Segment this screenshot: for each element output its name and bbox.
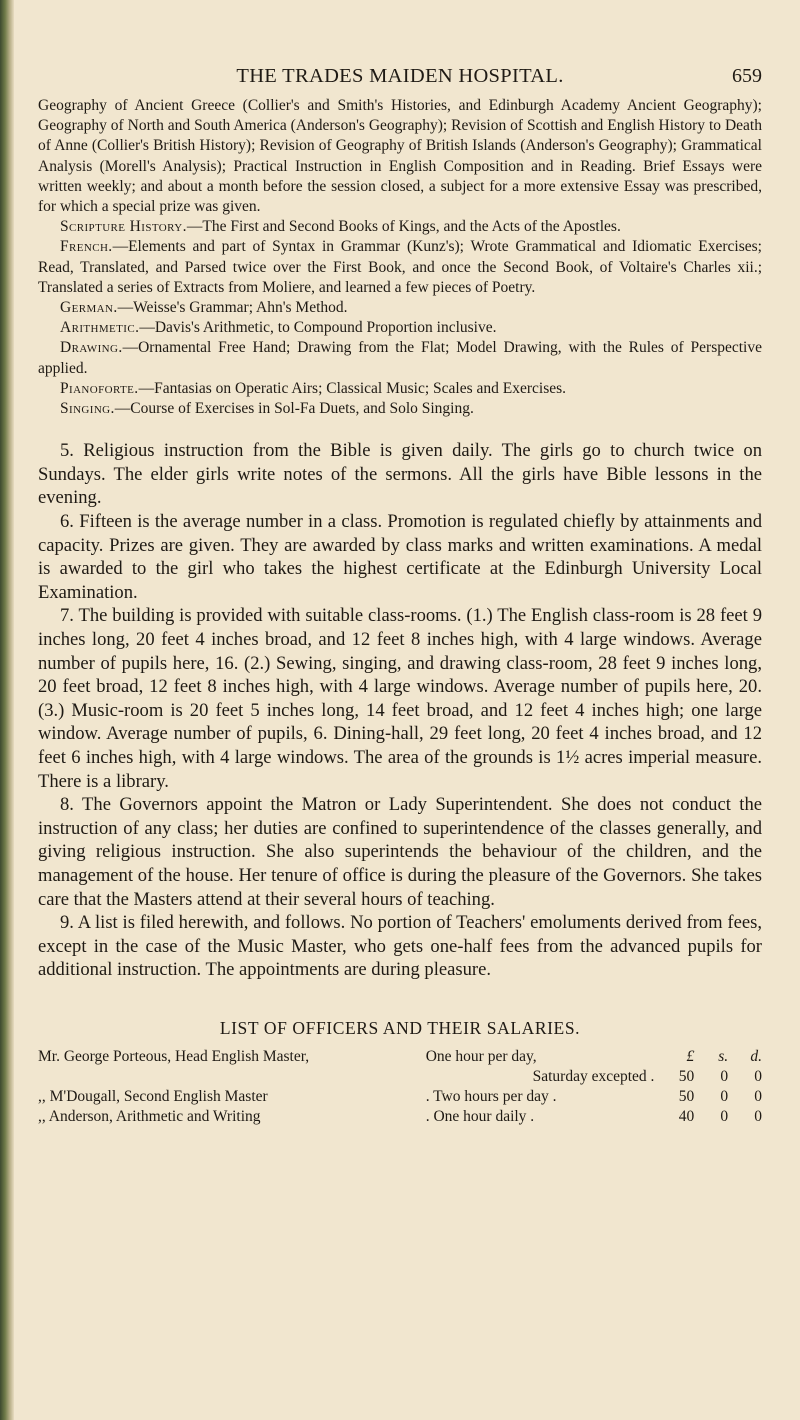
paragraph-text: Religious instruction from the Bible is given daily. The girls go to church twice on Sundays. The elder girls write notes of the sermons. All the girls have Bible lessons in the evening. xyxy=(38,440,762,509)
running-head: THE TRADES MAIDEN HOSPITAL. xyxy=(236,65,564,87)
officer-duty: . One hour daily . xyxy=(425,1107,535,1125)
curriculum-entry xyxy=(38,237,762,298)
table-row xyxy=(38,1107,762,1127)
curriculum-text: —Fantasias on Operatic Airs; Classical Music; Scales and Exercises. xyxy=(138,379,567,397)
curriculum-label: German. xyxy=(60,299,118,317)
page-number: 659 xyxy=(732,65,762,87)
table-row xyxy=(38,1047,762,1067)
currency-header-pounds: £ xyxy=(686,1047,695,1065)
curriculum-entry xyxy=(38,399,762,419)
officer-duty-continuation: Saturday excepted . xyxy=(532,1067,655,1085)
salaries-table xyxy=(38,1047,762,1127)
curriculum-label: Drawing. xyxy=(60,339,123,357)
curriculum-label: French. xyxy=(60,238,113,256)
salaries-title: LIST OF OFFICERS AND THEIR SALARIES. xyxy=(219,1017,581,1038)
curriculum-label: Singing. xyxy=(60,400,115,418)
salary-pounds: 50 xyxy=(678,1067,695,1085)
curriculum-entry xyxy=(38,96,762,217)
curriculum-label: Arithmetic. xyxy=(60,319,140,337)
numbered-paragraph xyxy=(38,439,762,510)
currency-header-shillings: s. xyxy=(718,1047,729,1065)
curriculum-entry xyxy=(38,298,762,318)
officer-name: ,, Anderson, Arithmetic and Writing xyxy=(38,1107,261,1125)
curriculum-label: Scripture History. xyxy=(60,218,187,236)
curriculum-text: —Davis's Arithmetic, to Compound Proportion inclusive. xyxy=(139,319,497,337)
officer-duty: One hour per day, xyxy=(425,1047,537,1065)
table-row xyxy=(38,1067,762,1087)
curriculum-entry xyxy=(38,318,762,338)
book-spine-edge xyxy=(0,0,14,1420)
curriculum-text: —Elements and part of Syntax in Grammar (Kunz's); Wrote Grammatical and Idiomatic Exercises; Read, Translated, and Parsed twice over the First Book, and once the Second Book, of Voltaire's Charles xii.; Translated a series of Extracts from Moliere, and learned a few pieces of Poetry. xyxy=(38,238,762,296)
curriculum-text: —The First and Second Books of Kings, and the Acts of the Apostles. xyxy=(186,218,621,236)
curriculum-text: —Weisse's Grammar; Ahn's Method. xyxy=(117,299,348,317)
curriculum-entry xyxy=(38,379,762,399)
paragraph-number: 7. xyxy=(60,605,74,627)
paragraph-number: 5. xyxy=(60,440,74,462)
paragraph-text: The Governors appoint the Matron or Lady Superintendent. She does not conduct the instruction of any class; her duties are confined to superintendence of the classes generally, and giving religious instruction. She also superintends the behaviour of the children, and the management of the house. Her tenure of office is during the pleasure of the Governors. She takes care that the Masters attend at their several hours of teaching. xyxy=(38,794,762,910)
curriculum-text: Geography of Ancient Greece (Collier's and Smith's Histories, and Edinburgh Academy Ancient Geography); Geography of North and South America (Anderson's Geography); Revision of Scottish and English History to Death of Anne (Collier's British History); Revision of Geography of British Islands (Anderson's Geography); Grammatical Analysis (Morell's Analysis); Practical Instruction in English Composition and in Reading. Brief Essays were written weekly; and about a month before the session closed, a subject for a more extensive Essay was prescribed, for which a special prize was given. xyxy=(38,97,762,216)
numbered-paragraph xyxy=(38,793,762,911)
curriculum-text: —Course of Exercises in Sol-Fa Duets, and Solo Singing. xyxy=(114,400,474,418)
curriculum-entry xyxy=(38,217,762,237)
paragraph-number: 9. xyxy=(60,912,74,934)
officer-name: ,, M'Dougall, Second English Master xyxy=(38,1087,268,1105)
salary-shillings: 0 xyxy=(720,1107,729,1125)
salary-pence: 0 xyxy=(754,1107,762,1125)
officer-name-continuation xyxy=(38,1067,426,1087)
curriculum-label: Pianoforte. xyxy=(60,379,139,397)
paragraph-number: 6. xyxy=(60,511,74,533)
curriculum-section xyxy=(38,96,762,419)
paragraph-text: A list is filed herewith, and follows. No portion of Teachers' emoluments derived from fees, except in the case of the Music Master, who gets one-half fees from the advanced pupils for additional instruction. The appointments are during pleasure. xyxy=(38,912,762,981)
salary-shillings: 0 xyxy=(720,1067,729,1085)
page-header xyxy=(38,58,762,94)
currency-header-pence: d. xyxy=(750,1047,762,1065)
salary-shillings: 0 xyxy=(720,1087,729,1105)
table-row xyxy=(38,1087,762,1107)
curriculum-text: —Ornamental Free Hand; Drawing from the Flat; Model Drawing, with the Rules of Perspective applied. xyxy=(38,339,762,377)
salary-pounds: 50 xyxy=(678,1087,695,1105)
page xyxy=(38,58,762,1127)
paragraph-text: The building is provided with suitable class-rooms. (1.) The English class-room is 28 feet 9 inches long, 20 feet 4 inches broad, and 12 feet 8 inches high, with 4 large windows. Average number of pupils here, 16. (2.) Sewing, singing, and drawing class-room, 28 feet 9 inches long, 20 feet broad, 12 feet 8 inches high, with 4 large windows. Average number of pupils here, 20. (3.) Music-room is 20 feet 5 inches long, 14 feet broad, and 12 feet 4 inches high; one large window. Average number of pupils, 6. Dining-hall, 29 feet long, 20 feet 4 inches broad, and 12 feet 6 inches high, with 4 large windows. The area of the grounds is 1½ acres imperial measure. There is a library. xyxy=(38,605,763,792)
paragraph-text: Fifteen is the average number in a class. Promotion is regulated chiefly by attainments and capacity. Prizes are given. They are awarded by class marks and written examinations. A medal is awarded to the girl who takes the highest certificate at the Edinburgh University Local Examination. xyxy=(38,511,762,603)
numbered-paragraph xyxy=(38,911,762,982)
salary-pounds: 40 xyxy=(678,1107,695,1125)
officer-name: Mr. George Porteous, Head English Master, xyxy=(38,1047,310,1065)
officer-duty: . Two hours per day . xyxy=(425,1087,557,1105)
numbered-paragraph xyxy=(38,510,762,604)
salary-pence: 0 xyxy=(754,1067,762,1085)
salary-pence: 0 xyxy=(754,1087,762,1105)
numbered-paragraphs xyxy=(38,439,762,982)
numbered-paragraph xyxy=(38,604,762,793)
paragraph-number: 8. xyxy=(60,794,74,816)
curriculum-entry xyxy=(38,338,762,378)
